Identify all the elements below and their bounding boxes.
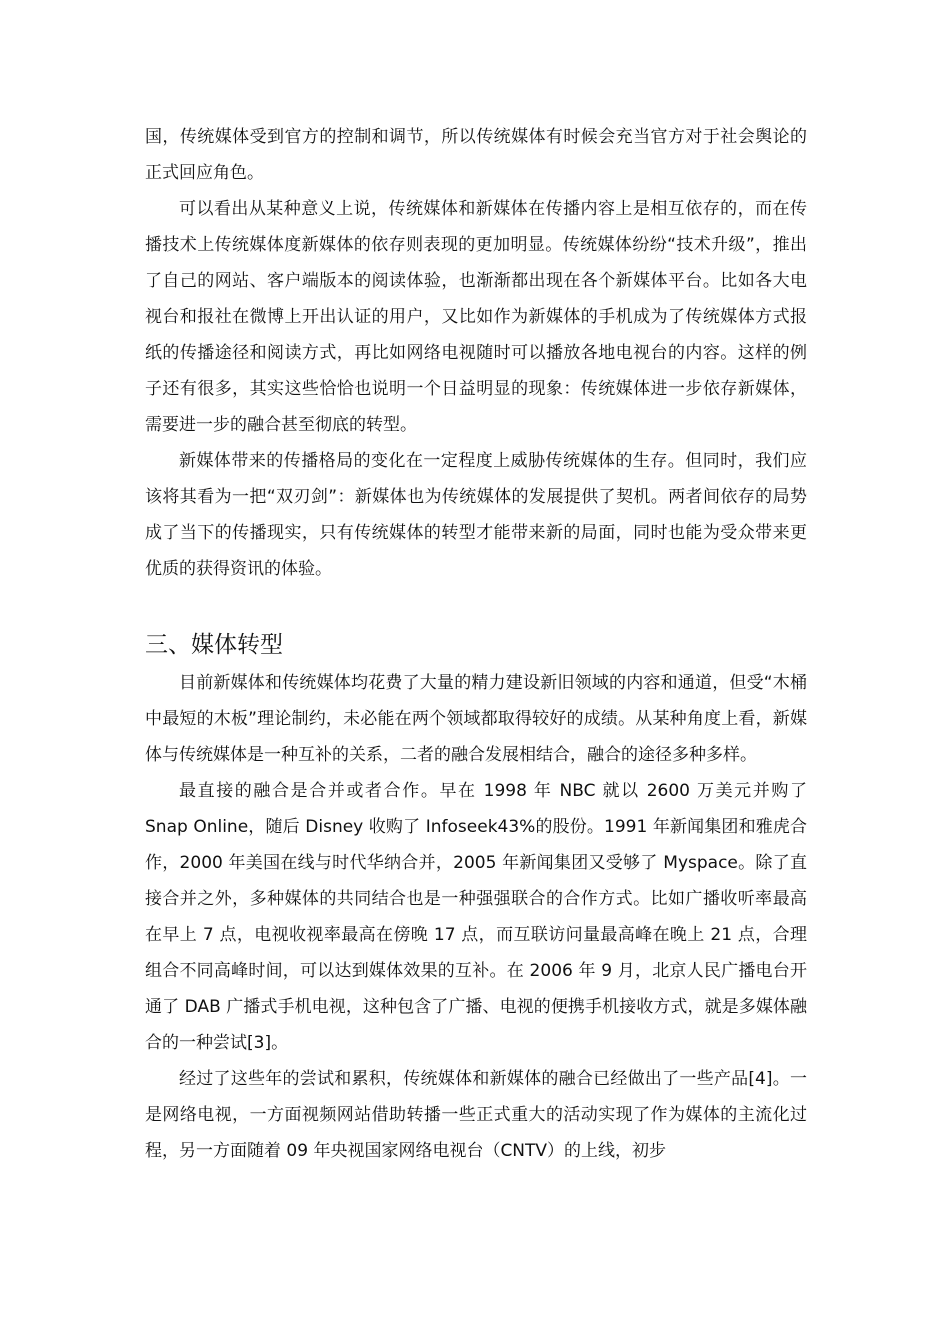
section-heading: 三、媒体转型 [145,632,283,658]
body-paragraph: 新媒体带来的传播格局的变化在一定程度上威胁传统媒体的生存。但同时，我们应该将其看为一把“双刃剑”：新媒体也为传统媒体的发展提供了契机。两者间依存的局势成了当下的传播现实，只有传统媒体的转型才能带来新的局面，同时也能为受众带来更优质的获得资讯的体验。 [145,451,807,579]
body-paragraph: 最直接的融合是合并或者合作。早在 1998 年 NBC 就以 2600 万美元并购了 Snap Online，随后 Disney 收购了 Infoseek43%的股份。1991 年新闻集团和雅虎合作，2000 年美国在线与时代华纳合并，2005 年新闻集团又受够了 Myspace。除了直接合并之外，多种媒体的共同结合也是一种强强联合的合作方式。比如广播收听率最高在早上 7 点，电视收视率最高在傍晚 17 点，而互联访问量最高峰在晚上 21 点，合理组合不同高峰时间，可以达到媒体效果的互补。在 2006 年 9 月，北京人民广播电台开通了 DAB 广播式手机电视，这种包含了广播、电视的便携手机接收方式，就是多媒体融合的一种尝试[3]。 [145,781,807,1053]
body-paragraph: 可以看出从某种意义上说，传统媒体和新媒体在传播内容上是相互依存的，而在传播技术上传统媒体度新媒体的依存则表现的更加明显。传统媒体纷纷“技术升级”，推出了自己的网站、客户端版本的阅读体验，也渐渐都出现在各个新媒体平台。比如各大电视台和报社在微博上开出认证的用户，又比如作为新媒体的手机成为了传统媒体方式报纸的传播途径和阅读方式，再比如网络电视随时可以播放各地电视台的内容。这样的例子还有很多，其实这些恰恰也说明一个日益明显的现象：传统媒体进一步依存新媒体，需要进一步的融合甚至彻底的转型。 [145,199,807,435]
body-paragraph: 经过了这些年的尝试和累积，传统媒体和新媒体的融合已经做出了一些产品[4]。一是网络电视，一方面视频网站借助转播一些正式重大的活动实现了作为媒体的主流化过程，另一方面随着 09 年央视国家网络电视台（CNTV）的上线，初步 [145,1069,807,1161]
body-paragraph: 目前新媒体和传统媒体均花费了大量的精力建设新旧领域的内容和通道，但受“木桶中最短的木板”理论制约，未必能在两个领域都取得较好的成绩。从某种角度上看，新媒体与传统媒体是一种互补的关系，二者的融合发展相结合，融合的途径多种多样。 [145,673,807,765]
document-page [145,119,807,1169]
body-paragraph: 国，传统媒体受到官方的控制和调节，所以传统媒体有时候会充当官方对于社会舆论的正式回应角色。 [145,127,807,183]
